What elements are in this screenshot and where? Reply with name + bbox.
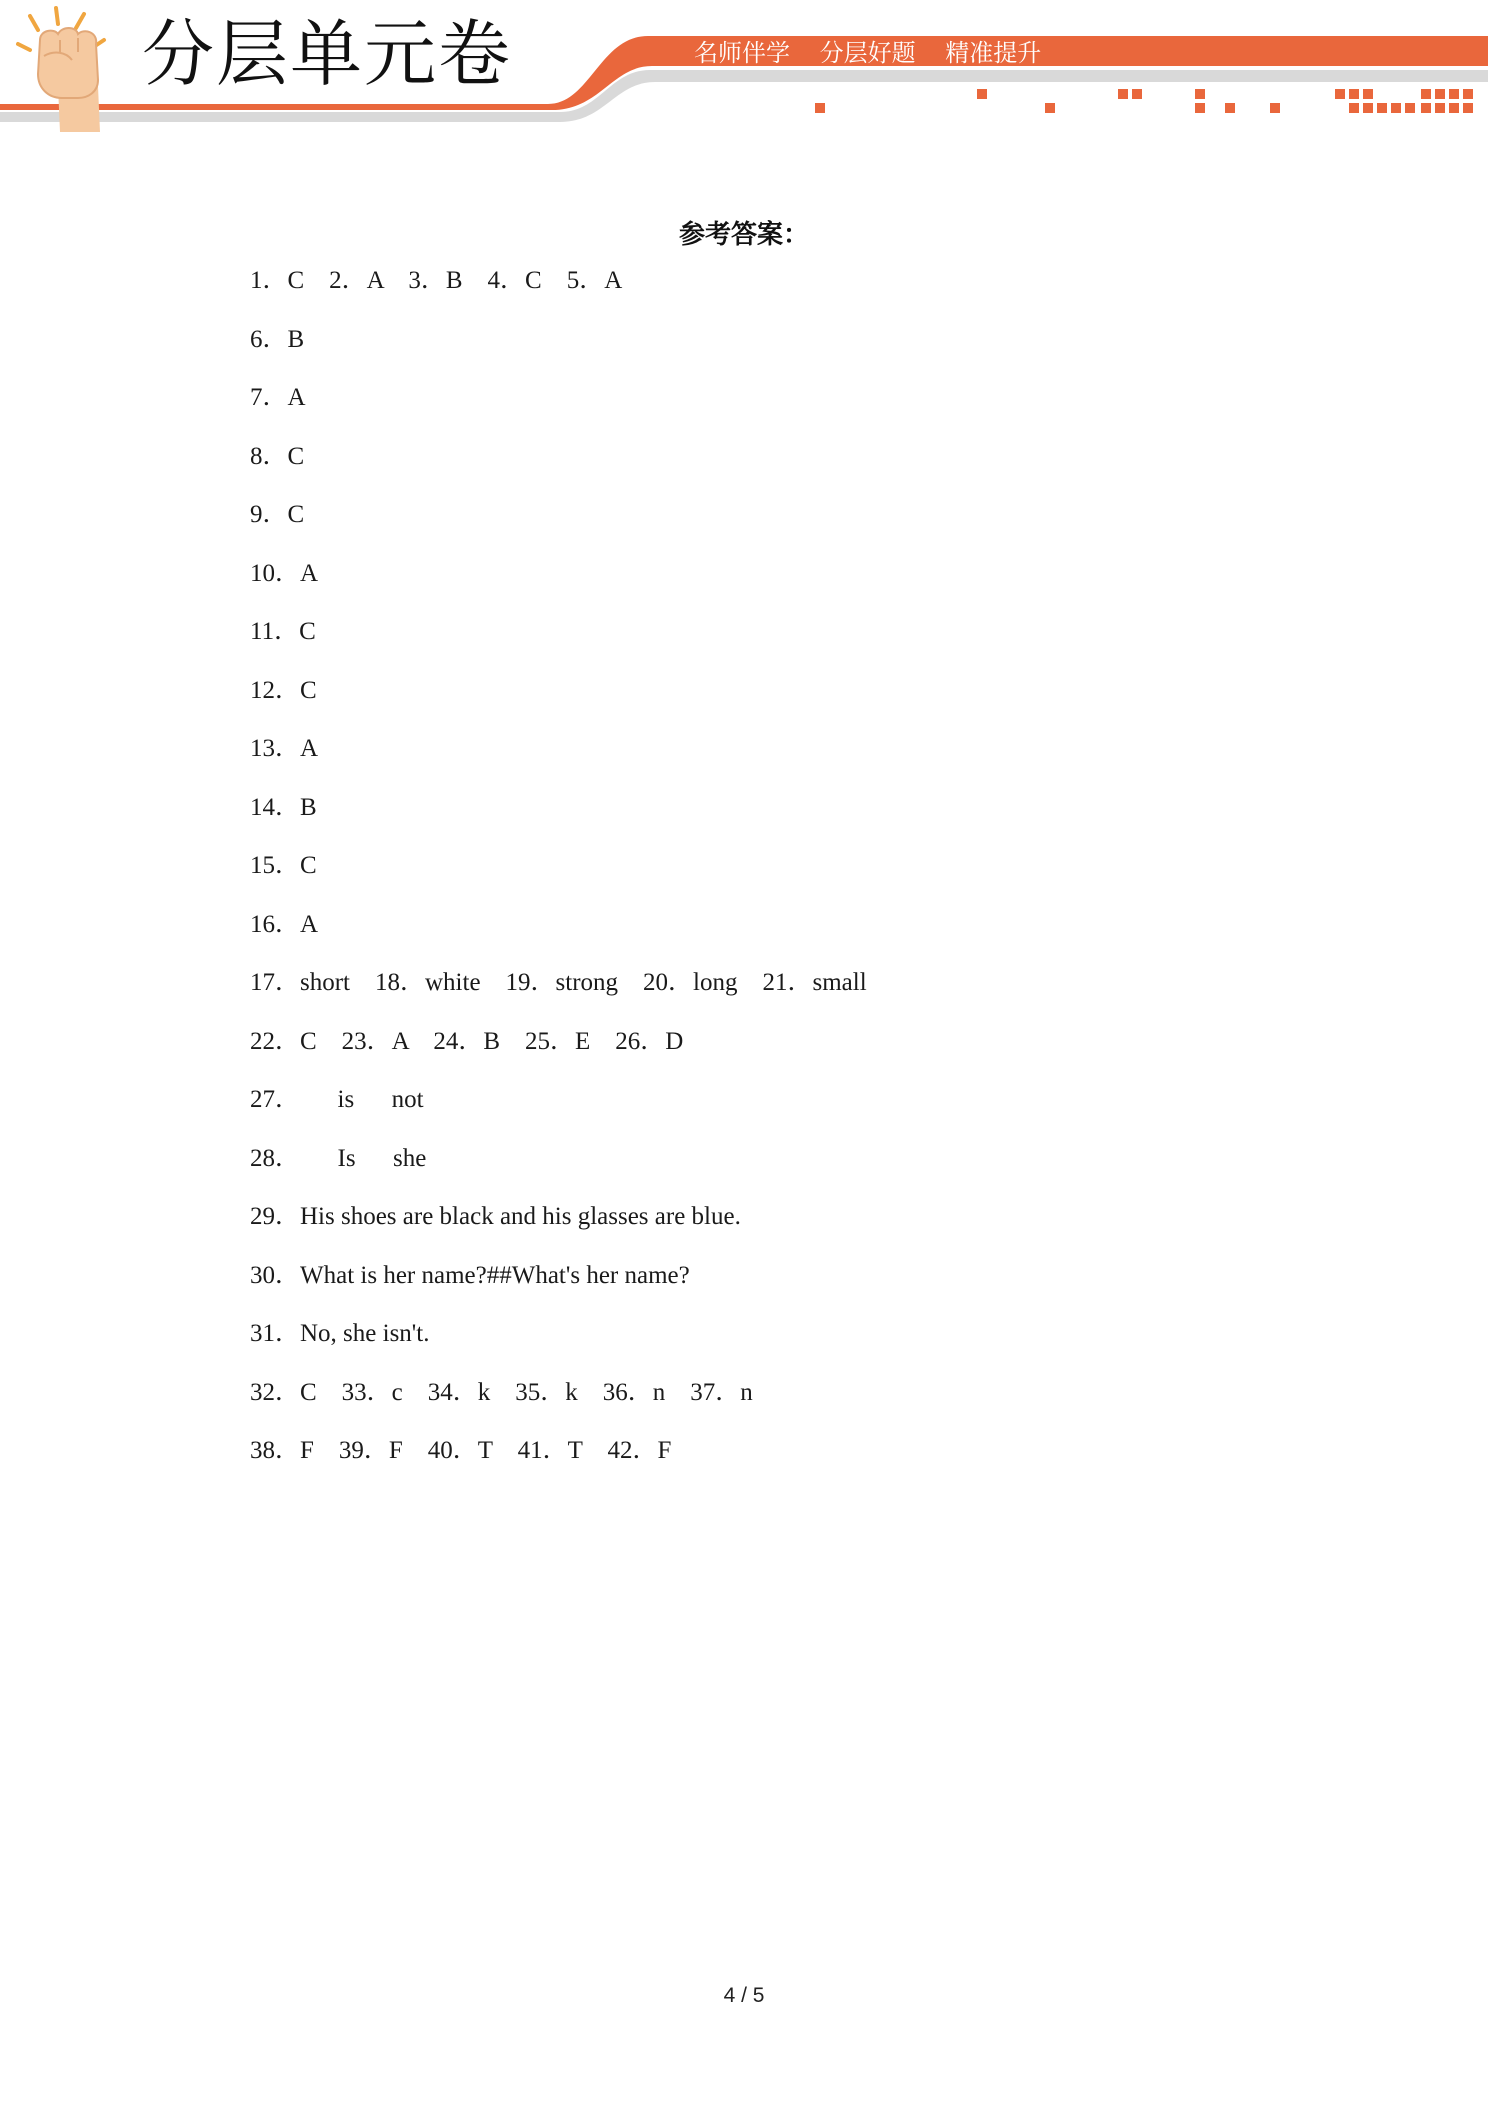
answer-line: 27． is not [250, 1086, 424, 1113]
answer-line: 16．A [250, 910, 319, 938]
answer-line: 14．B [250, 793, 317, 821]
answer-line: 7．A [250, 384, 306, 411]
header-square-pattern [815, 89, 1473, 113]
answer-line: 1．C 2．A 3．B 4．C 5．A [250, 267, 623, 294]
answer-line: 30．What is her name?##What's her name? [250, 1261, 690, 1289]
answer-line: 17．short 18．white 19．strong 20．long 21．small [250, 969, 867, 996]
slogan-item: 分层好题 [819, 39, 916, 67]
answer-list [250, 262, 1350, 1491]
answer-line: 22．C 23．A 24．B 25．E 26．D [250, 1027, 684, 1055]
answer-line: 15．C [250, 852, 317, 879]
page-number: 4 / 5 [723, 1984, 765, 2007]
slogan-item: 精准提升 [945, 39, 1042, 67]
answer-line: 11．C [250, 618, 316, 645]
answer-line: 29．His shoes are black and his glasses are blue. [250, 1203, 741, 1230]
answer-line: 9．C [250, 501, 305, 528]
answer-line: 32．C 33．c 34．k 35．k 36．n 37．n [250, 1378, 753, 1406]
brand-title: 分层单元卷 [142, 12, 513, 96]
answer-line: 28． Is she [250, 1144, 427, 1172]
header-slogan [694, 36, 1063, 70]
answer-line: 12．C [250, 676, 317, 704]
answer-key-title: 参考答案： [678, 220, 809, 250]
slogan-item: 名师伴学 [694, 39, 790, 67]
answer-line: 10．A [250, 559, 319, 587]
answer-line: 6．B [250, 325, 305, 353]
answer-line: 31．No, she isn't. [250, 1320, 430, 1347]
answer-line: 38．F 39．F 40．T 41．T 42．F [250, 1437, 672, 1464]
page-header [0, 0, 1488, 140]
answer-line: 8．C [250, 442, 305, 470]
answer-line: 13．A [250, 735, 319, 762]
